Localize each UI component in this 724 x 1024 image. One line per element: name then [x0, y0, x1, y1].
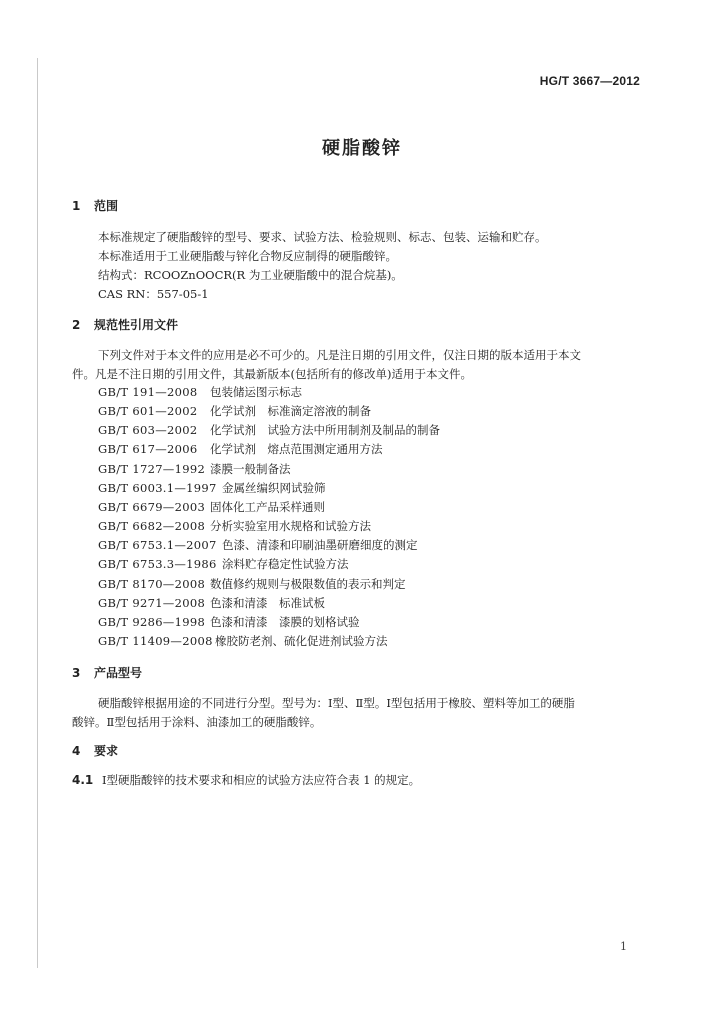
reference-item	[98, 518, 371, 534]
product-type-line: 硬脂酸锌根据用途的不同进行分型。型号为：Ⅰ型、Ⅱ型。Ⅰ型包括用于橡胶、塑料等加工的硬脂	[98, 696, 575, 710]
reference-item	[98, 384, 302, 400]
scope-line: CAS RN：557-05-1	[98, 287, 209, 301]
section-1-heading	[72, 197, 118, 214]
scope-line: 结构式：RCOOZnOOCR(R 为工业硬脂酸中的混合烷基)。	[98, 268, 403, 282]
reference-title: 橡胶防老剂、硫化促进剂试验方法	[215, 634, 388, 648]
reference-code: GB/T 603—2002	[98, 423, 198, 437]
section-3-heading	[72, 664, 142, 681]
section-title: 规范性引用文件	[94, 318, 179, 332]
section-number: 4	[72, 744, 81, 758]
section-2-heading	[72, 316, 178, 333]
reference-title: 包装储运图示标志	[210, 385, 302, 399]
subsection-4-1	[72, 772, 420, 788]
reference-code: GB/T 6679—2003	[98, 500, 206, 514]
subsection-number: 4.1	[72, 773, 94, 787]
reference-title: 涂料贮存稳定性试验方法	[222, 557, 349, 571]
references-intro-line: 下列文件对于本文件的应用是必不可少的。凡是注日期的引用文件，仅注日期的版本适用于本文	[98, 348, 581, 362]
section-4-heading	[72, 742, 118, 759]
reference-item	[98, 403, 371, 419]
reference-item	[98, 614, 360, 630]
standard-code: HG/T 3667—2012	[539, 74, 640, 88]
reference-code: GB/T 6753.1—2007	[98, 538, 217, 552]
reference-title: 分析实验室用水规格和试验方法	[210, 519, 371, 533]
reference-title: 固体化工产品采样通则	[210, 500, 325, 514]
reference-code: GB/T 9286—1998	[98, 615, 206, 629]
product-type-line: 酸锌。Ⅱ型包括用于涂料、油漆加工的硬脂酸锌。	[72, 715, 322, 729]
page-number: 1	[620, 940, 627, 953]
reference-title: 化学试剂 标准滴定溶液的制备	[210, 404, 371, 418]
reference-code: GB/T 8170—2008	[98, 577, 206, 591]
section-number: 1	[72, 199, 81, 213]
reference-title: 色漆和清漆 标准试板	[210, 596, 325, 610]
reference-item	[98, 422, 440, 438]
references-intro-line: 件。凡是不注日期的引用文件，其最新版本(包括所有的修改单)适用于本文件。	[72, 367, 472, 381]
section-title: 产品型号	[94, 666, 143, 680]
reference-title: 金属丝编织网试验筛	[222, 481, 326, 495]
section-title: 范围	[94, 199, 119, 213]
reference-item	[98, 480, 326, 496]
scope-line: 本标准规定了硬脂酸锌的型号、要求、试验方法、检验规则、标志、包装、运输和贮存。	[98, 230, 547, 244]
reference-code: GB/T 9271—2008	[98, 596, 206, 610]
scope-line: 本标准适用于工业硬脂酸与锌化合物反应制得的硬脂酸锌。	[98, 249, 397, 263]
reference-title: 色漆、清漆和印刷油墨研磨细度的测定	[222, 538, 418, 552]
subsection-text: Ⅰ型硬脂酸锌的技术要求和相应的试验方法应符合表 1 的规定。	[102, 773, 421, 787]
section-title: 要求	[94, 744, 119, 758]
reference-title: 化学试剂 试验方法中所用制剂及制品的制备	[210, 423, 440, 437]
reference-item	[98, 441, 383, 457]
reference-item	[98, 499, 325, 515]
reference-code: GB/T 6003.1—1997	[98, 481, 217, 495]
reference-code: GB/T 601—2002	[98, 404, 198, 418]
reference-title: 化学试剂 熔点范围测定通用方法	[210, 442, 383, 456]
reference-code: GB/T 11409—2008	[98, 634, 213, 648]
reference-item	[98, 576, 406, 592]
reference-title: 数值修约规则与极限数值的表示和判定	[210, 577, 406, 591]
section-number: 3	[72, 666, 81, 680]
reference-item	[98, 633, 388, 649]
reference-item	[98, 461, 291, 477]
reference-item	[98, 537, 418, 553]
reference-code: GB/T 1727—1992	[98, 462, 206, 476]
document-title: 硬脂酸锌	[322, 138, 402, 159]
reference-code: GB/T 191—2008	[98, 385, 198, 399]
reference-title: 漆膜一般制备法	[210, 462, 291, 476]
scan-margin-line	[37, 58, 38, 968]
reference-item	[98, 595, 325, 611]
reference-code: GB/T 617—2006	[98, 442, 198, 456]
reference-item	[98, 556, 349, 572]
reference-code: GB/T 6753.3—1986	[98, 557, 217, 571]
section-number: 2	[72, 318, 81, 332]
reference-title: 色漆和清漆 漆膜的划格试验	[210, 615, 360, 629]
reference-code: GB/T 6682—2008	[98, 519, 206, 533]
